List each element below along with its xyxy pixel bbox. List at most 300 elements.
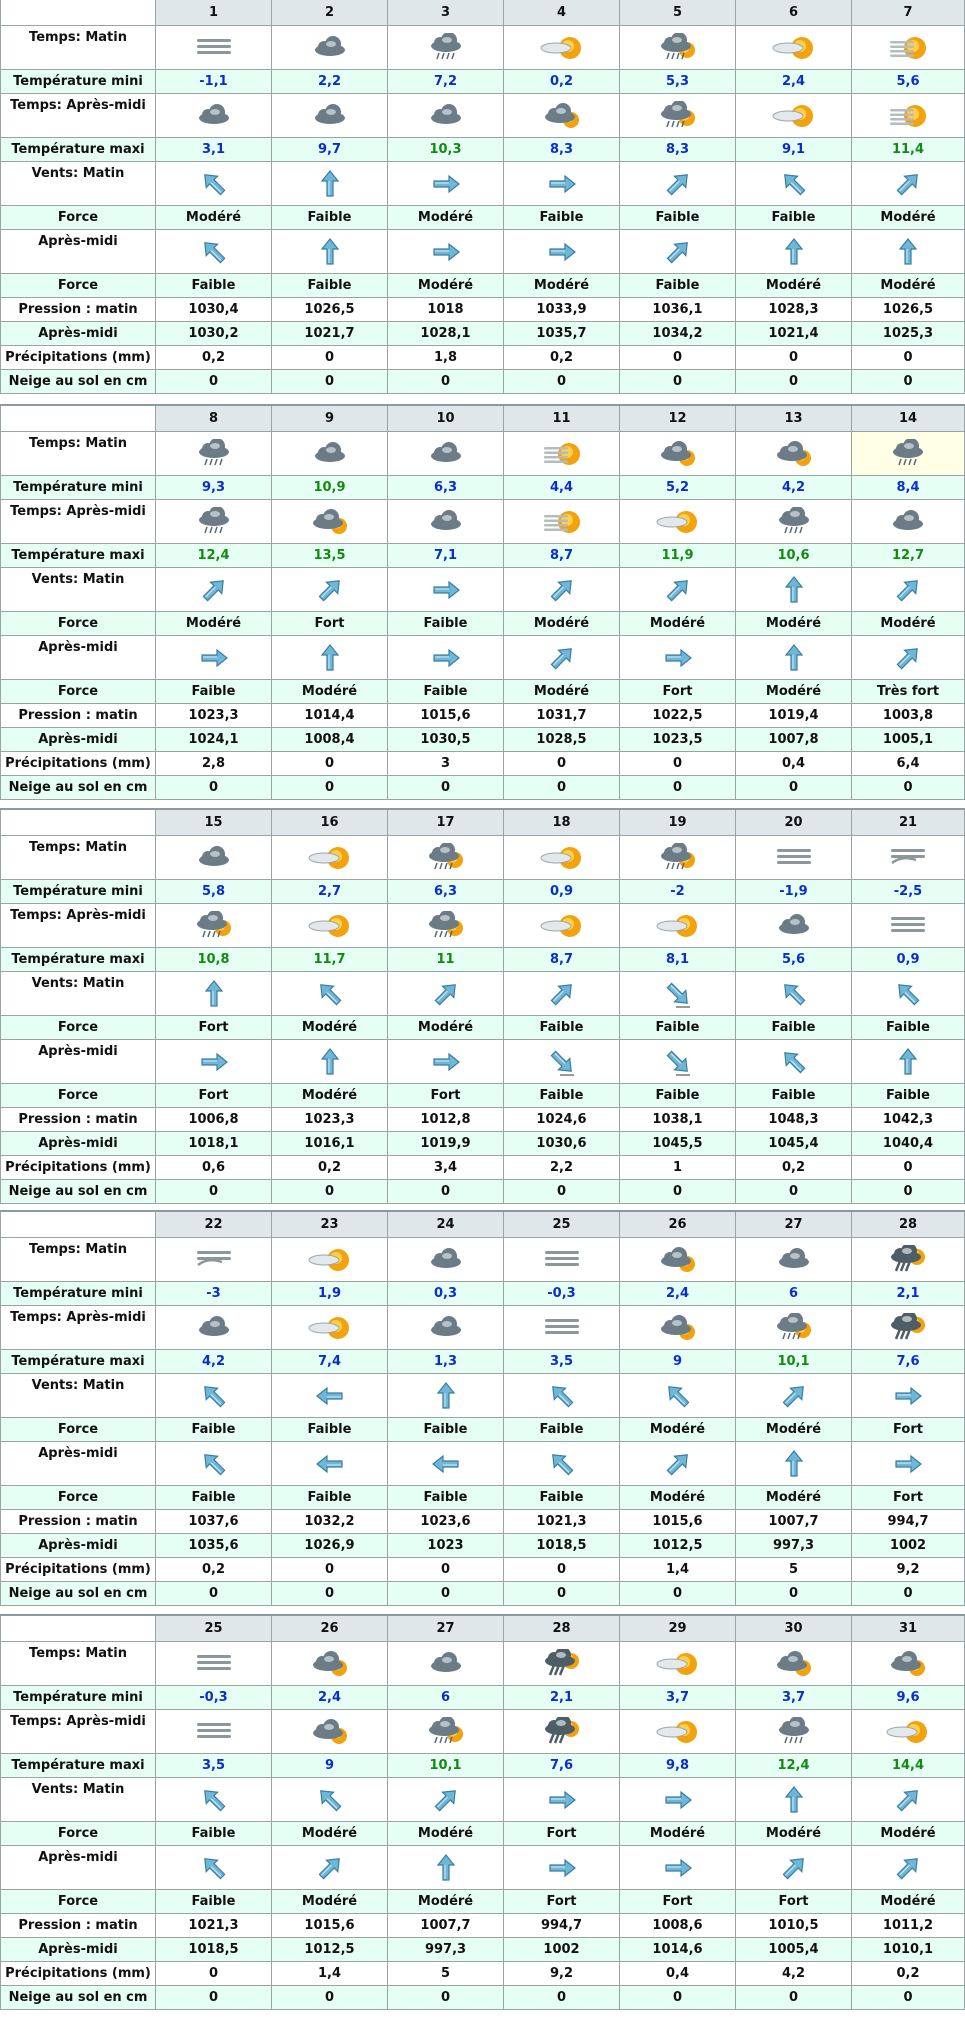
row-label: Précipitations (mm)	[0, 752, 156, 776]
cloud-icon	[422, 507, 470, 537]
arrow-up-left-icon	[891, 979, 925, 1009]
data-row	[0, 1306, 965, 1350]
value-cell: -1,9	[736, 880, 852, 904]
row-label: Température mini	[0, 476, 156, 500]
fog-wind-icon	[190, 1245, 238, 1275]
weather-cell	[852, 904, 965, 948]
value-cell: 0	[156, 776, 272, 800]
value-cell: 0	[504, 1986, 620, 2010]
value-cell: 1028,1	[388, 322, 504, 346]
arrow-right-icon	[429, 575, 463, 605]
data-row	[0, 904, 965, 948]
wind-cell	[388, 1778, 504, 1822]
value-cell: Modéré	[736, 1486, 852, 1510]
arrow-right-icon	[661, 1853, 695, 1883]
fog-icon	[770, 843, 818, 873]
value-cell: 1024,1	[156, 728, 272, 752]
wind-cell	[156, 636, 272, 680]
wind-cell	[388, 1846, 504, 1890]
arrow-up-right-icon	[661, 237, 695, 267]
value-cell: 1030,5	[388, 728, 504, 752]
value-cell: Modéré	[852, 1822, 965, 1846]
value-cell: 0	[272, 1582, 388, 1606]
cloud-sun-icon	[538, 101, 586, 131]
value-cell: 0	[620, 752, 736, 776]
wind-cell	[272, 1442, 388, 1486]
value-cell: 12,7	[852, 544, 965, 568]
row-label: Temps: Après-midi	[0, 500, 156, 544]
weather-cell	[504, 500, 620, 544]
value-cell: 0,2	[736, 1156, 852, 1180]
arrow-up-right-icon	[661, 575, 695, 605]
value-cell: Modéré	[388, 274, 504, 298]
wind-cell	[272, 636, 388, 680]
data-row	[0, 94, 965, 138]
value-cell: 10,3	[388, 138, 504, 162]
wind-cell	[272, 568, 388, 612]
weather-cell	[504, 432, 620, 476]
data-row	[0, 432, 965, 476]
row-label: Pression : matin	[0, 1510, 156, 1534]
value-cell: 1021,3	[504, 1510, 620, 1534]
row-label: Après-midi	[0, 1846, 156, 1890]
value-cell: 13,5	[272, 544, 388, 568]
row-label: Précipitations (mm)	[0, 1156, 156, 1180]
arrow-up-icon	[777, 643, 811, 673]
cloud-sun-icon	[654, 1313, 702, 1343]
row-label: Force	[0, 206, 156, 230]
data-row	[0, 162, 965, 206]
value-cell: 1040,4	[852, 1132, 965, 1156]
arrow-right-icon	[429, 237, 463, 267]
weather-cell	[272, 94, 388, 138]
value-cell: 1,4	[272, 1962, 388, 1986]
value-cell: 1037,6	[156, 1510, 272, 1534]
value-cell: 5,3	[620, 70, 736, 94]
rain-sun-icon	[770, 1313, 818, 1343]
weather-cell	[156, 1238, 272, 1282]
day-number: 19	[620, 810, 736, 836]
value-cell: 8,3	[504, 138, 620, 162]
value-cell: 1019,4	[736, 704, 852, 728]
arrow-down-right-icon	[545, 1047, 579, 1077]
day-number: 27	[736, 1212, 852, 1238]
value-cell: 10,1	[388, 1754, 504, 1778]
day-number: 25	[504, 1212, 620, 1238]
day-number: 10	[388, 406, 504, 432]
row-label: Force	[0, 1486, 156, 1510]
weather-cell	[388, 836, 504, 880]
value-cell: Modéré	[272, 1822, 388, 1846]
value-cell: 1007,8	[736, 728, 852, 752]
weather-cell	[388, 1642, 504, 1686]
day-number: 8	[156, 406, 272, 432]
arrow-right-icon	[197, 1047, 231, 1077]
value-cell: -2,5	[852, 880, 965, 904]
day-number: 6	[736, 0, 852, 26]
value-cell: -0,3	[504, 1282, 620, 1306]
arrow-right-icon	[429, 643, 463, 673]
value-cell: 2,4	[620, 1282, 736, 1306]
value-cell: Modéré	[852, 612, 965, 636]
value-cell: 2,2	[272, 70, 388, 94]
arrow-left-icon	[429, 1449, 463, 1479]
row-label: Température maxi	[0, 1754, 156, 1778]
data-row	[0, 1180, 965, 1204]
arrow-up-left-icon	[197, 1785, 231, 1815]
value-cell: 997,3	[736, 1534, 852, 1558]
value-cell: 1026,9	[272, 1534, 388, 1558]
row-label: Précipitations (mm)	[0, 1558, 156, 1582]
value-cell: 7,1	[388, 544, 504, 568]
wind-cell	[852, 568, 965, 612]
value-cell: 1021,7	[272, 322, 388, 346]
sun-cloud-icon	[306, 1245, 354, 1275]
wind-cell	[272, 1846, 388, 1890]
wind-cell	[852, 1374, 965, 1418]
row-label: Pression : matin	[0, 1914, 156, 1938]
wind-cell	[736, 568, 852, 612]
week-block	[0, 0, 965, 402]
arrow-up-icon	[777, 1449, 811, 1479]
value-cell: 0,4	[620, 1962, 736, 1986]
value-cell: 5	[736, 1558, 852, 1582]
value-cell: Faible	[620, 206, 736, 230]
wind-cell	[388, 568, 504, 612]
data-row	[0, 298, 965, 322]
value-cell: 1030,4	[156, 298, 272, 322]
value-cell: 1031,7	[504, 704, 620, 728]
value-cell: 0	[272, 1180, 388, 1204]
data-row	[0, 1582, 965, 1606]
data-row	[0, 1282, 965, 1306]
value-cell: 1018,5	[156, 1938, 272, 1962]
data-row	[0, 752, 965, 776]
row-label: Précipitations (mm)	[0, 346, 156, 370]
weather-cell	[620, 1710, 736, 1754]
value-cell: 0,2	[156, 346, 272, 370]
value-cell: -0,3	[156, 1686, 272, 1710]
rain-sun-icon	[190, 911, 238, 941]
value-cell: 7,2	[388, 70, 504, 94]
row-label: Force	[0, 1890, 156, 1914]
value-cell: 2,2	[504, 1156, 620, 1180]
day-header-row	[0, 0, 965, 26]
value-cell: 1045,5	[620, 1132, 736, 1156]
value-cell: 0	[620, 776, 736, 800]
arrow-up-icon	[313, 169, 347, 199]
value-cell: 1023,6	[388, 1510, 504, 1534]
value-cell: Modéré	[272, 1890, 388, 1914]
day-number: 15	[156, 810, 272, 836]
value-cell: 1038,1	[620, 1108, 736, 1132]
value-cell: 1005,1	[852, 728, 965, 752]
value-cell: Faible	[852, 1084, 965, 1108]
row-label: Neige au sol en cm	[0, 1582, 156, 1606]
value-cell: Faible	[620, 274, 736, 298]
value-cell: 3,5	[504, 1350, 620, 1374]
value-cell: 0	[852, 1986, 965, 2010]
value-cell: 5,6	[852, 70, 965, 94]
value-cell: 1002	[852, 1534, 965, 1558]
value-cell: Modéré	[736, 680, 852, 704]
value-cell: 0,4	[736, 752, 852, 776]
row-label: Après-midi	[0, 728, 156, 752]
value-cell: 8,7	[504, 948, 620, 972]
rain-sun-icon	[654, 843, 702, 873]
wind-cell	[736, 1778, 852, 1822]
row-label: Après-midi	[0, 1132, 156, 1156]
day-number: 17	[388, 810, 504, 836]
value-cell: 5,2	[620, 476, 736, 500]
value-cell: 1012,5	[272, 1938, 388, 1962]
day-number: 30	[736, 1616, 852, 1642]
data-row	[0, 880, 965, 904]
wind-cell	[620, 1442, 736, 1486]
value-cell: Modéré	[620, 1418, 736, 1442]
arrow-up-right-icon	[891, 169, 925, 199]
value-cell: 1033,9	[504, 298, 620, 322]
row-label: Temps: Après-midi	[0, 904, 156, 948]
wind-cell	[852, 230, 965, 274]
wind-cell	[620, 230, 736, 274]
value-cell: 1018,5	[504, 1534, 620, 1558]
row-label: Température mini	[0, 1282, 156, 1306]
value-cell: 1018,1	[156, 1132, 272, 1156]
wind-cell	[736, 636, 852, 680]
wind-cell	[156, 230, 272, 274]
sun-cloud-icon	[884, 1717, 932, 1747]
rain-cloud-icon	[422, 33, 470, 63]
arrow-up-left-icon	[313, 979, 347, 1009]
data-row	[0, 1084, 965, 1108]
value-cell: 3,7	[620, 1686, 736, 1710]
data-row	[0, 1418, 965, 1442]
value-cell: 1024,6	[504, 1108, 620, 1132]
wind-cell	[388, 972, 504, 1016]
day-number: 7	[852, 0, 965, 26]
value-cell: 0	[852, 370, 965, 394]
sun-haze-icon	[538, 507, 586, 537]
data-row	[0, 1914, 965, 1938]
value-cell: 1010,5	[736, 1914, 852, 1938]
row-label: Température mini	[0, 70, 156, 94]
data-row	[0, 26, 965, 70]
data-row	[0, 370, 965, 394]
value-cell: Faible	[736, 1016, 852, 1040]
day-number: 5	[620, 0, 736, 26]
value-cell: Modéré	[504, 274, 620, 298]
value-cell: 8,1	[620, 948, 736, 972]
wind-cell	[504, 972, 620, 1016]
data-row	[0, 972, 965, 1016]
value-cell: 1026,5	[852, 298, 965, 322]
value-cell: 0	[272, 1986, 388, 2010]
wind-cell	[504, 568, 620, 612]
weather-cell	[504, 94, 620, 138]
arrow-up-right-icon	[313, 1853, 347, 1883]
wind-cell	[620, 1846, 736, 1890]
value-cell: 1032,2	[272, 1510, 388, 1534]
rain-cloud-icon	[770, 1717, 818, 1747]
value-cell: 0	[388, 370, 504, 394]
arrow-up-icon	[777, 237, 811, 267]
value-cell: -2	[620, 880, 736, 904]
sun-haze-icon	[884, 101, 932, 131]
value-cell: 1014,4	[272, 704, 388, 728]
rain-cloud-icon	[884, 439, 932, 469]
value-cell: Modéré	[736, 274, 852, 298]
weather-cell	[156, 26, 272, 70]
arrow-up-right-icon	[891, 575, 925, 605]
arrow-left-icon	[313, 1449, 347, 1479]
day-number: 20	[736, 810, 852, 836]
row-label: Neige au sol en cm	[0, 1180, 156, 1204]
weather-cell	[272, 500, 388, 544]
row-label: Temps: Après-midi	[0, 1710, 156, 1754]
value-cell: Faible	[736, 1084, 852, 1108]
value-cell: 10,6	[736, 544, 852, 568]
arrow-right-icon	[661, 1785, 695, 1815]
wind-cell	[736, 1846, 852, 1890]
row-label: Température maxi	[0, 544, 156, 568]
rain-sun-icon	[422, 1717, 470, 1747]
data-row	[0, 1890, 965, 1914]
weather-cell	[736, 1642, 852, 1686]
weather-cell	[156, 500, 272, 544]
value-cell: 0	[504, 1180, 620, 1204]
value-cell: 1007,7	[736, 1510, 852, 1534]
wind-cell	[736, 972, 852, 1016]
weather-cell	[388, 904, 504, 948]
value-cell: Faible	[504, 1016, 620, 1040]
value-cell: 0	[620, 1582, 736, 1606]
value-cell: 0	[852, 1156, 965, 1180]
arrow-up-icon	[313, 237, 347, 267]
row-label: Neige au sol en cm	[0, 776, 156, 800]
storm-icon	[884, 1313, 932, 1343]
data-row	[0, 1938, 965, 1962]
value-cell: Fort	[388, 1084, 504, 1108]
wind-cell	[736, 1040, 852, 1084]
value-cell: 11,4	[852, 138, 965, 162]
row-label: Pression : matin	[0, 1108, 156, 1132]
sun-cloud-icon	[306, 843, 354, 873]
value-cell: 2,4	[736, 70, 852, 94]
arrow-up-left-icon	[197, 237, 231, 267]
day-header-row	[0, 1616, 965, 1642]
arrow-right-icon	[429, 169, 463, 199]
weather-cell	[852, 1642, 965, 1686]
data-row	[0, 1962, 965, 1986]
sun-cloud-icon	[770, 33, 818, 63]
value-cell: 0	[852, 1180, 965, 1204]
row-label: Vents: Matin	[0, 1374, 156, 1418]
wind-cell	[272, 1374, 388, 1418]
weather-cell	[852, 1306, 965, 1350]
cloud-sun-icon	[770, 439, 818, 469]
wind-cell	[620, 1374, 736, 1418]
data-row	[0, 1108, 965, 1132]
cloud-sun-icon	[306, 1717, 354, 1747]
value-cell: 5	[388, 1962, 504, 1986]
arrow-up-right-icon	[891, 1785, 925, 1815]
cloud-icon	[422, 101, 470, 131]
value-cell: Faible	[620, 1016, 736, 1040]
row-label: Temps: Matin	[0, 432, 156, 476]
wind-cell	[852, 1040, 965, 1084]
value-cell: 1015,6	[388, 704, 504, 728]
row-label: Pression : matin	[0, 704, 156, 728]
cloud-sun-icon	[770, 1649, 818, 1679]
week-block	[0, 1210, 965, 1612]
data-row	[0, 704, 965, 728]
value-cell: Faible	[156, 680, 272, 704]
value-cell: 6,3	[388, 880, 504, 904]
sun-haze-icon	[538, 439, 586, 469]
value-cell: 0	[620, 346, 736, 370]
value-cell: 2,8	[156, 752, 272, 776]
cloud-icon	[190, 101, 238, 131]
data-row	[0, 1442, 965, 1486]
value-cell: 0	[272, 1558, 388, 1582]
wind-cell	[504, 1442, 620, 1486]
weather-cell	[156, 1710, 272, 1754]
value-cell: Fort	[852, 1418, 965, 1442]
wind-cell	[620, 162, 736, 206]
rain-sun-icon	[422, 843, 470, 873]
arrow-up-right-icon	[545, 575, 579, 605]
weather-cell	[852, 836, 965, 880]
value-cell: 9,1	[736, 138, 852, 162]
wind-cell	[156, 1374, 272, 1418]
value-cell: 0	[156, 1962, 272, 1986]
value-cell: 0	[156, 370, 272, 394]
cloud-sun-icon	[654, 439, 702, 469]
sun-cloud-icon	[654, 507, 702, 537]
day-number: 28	[852, 1212, 965, 1238]
row-label: Vents: Matin	[0, 972, 156, 1016]
arrow-up-left-icon	[661, 1381, 695, 1411]
fog-icon	[884, 911, 932, 941]
row-label: Force	[0, 612, 156, 636]
value-cell: 7,6	[852, 1350, 965, 1374]
value-cell: 9	[620, 1350, 736, 1374]
day-header-row	[0, 1212, 965, 1238]
weather-cell	[504, 904, 620, 948]
value-cell: Modéré	[852, 274, 965, 298]
week-block	[0, 404, 965, 806]
row-label: Force	[0, 274, 156, 298]
data-row	[0, 1534, 965, 1558]
weather-cell	[504, 836, 620, 880]
weather-cell	[272, 836, 388, 880]
value-cell: 1011,2	[852, 1914, 965, 1938]
value-cell: 6,3	[388, 476, 504, 500]
day-number: 26	[272, 1616, 388, 1642]
data-row	[0, 636, 965, 680]
value-cell: 2,1	[504, 1686, 620, 1710]
wind-cell	[504, 636, 620, 680]
row-label: Temps: Matin	[0, 26, 156, 70]
day-number: 26	[620, 1212, 736, 1238]
weather-cell	[736, 432, 852, 476]
weather-cell	[736, 1710, 852, 1754]
arrow-right-icon	[429, 1047, 463, 1077]
sun-cloud-icon	[654, 1717, 702, 1747]
wind-cell	[156, 1040, 272, 1084]
value-cell: 8,3	[620, 138, 736, 162]
